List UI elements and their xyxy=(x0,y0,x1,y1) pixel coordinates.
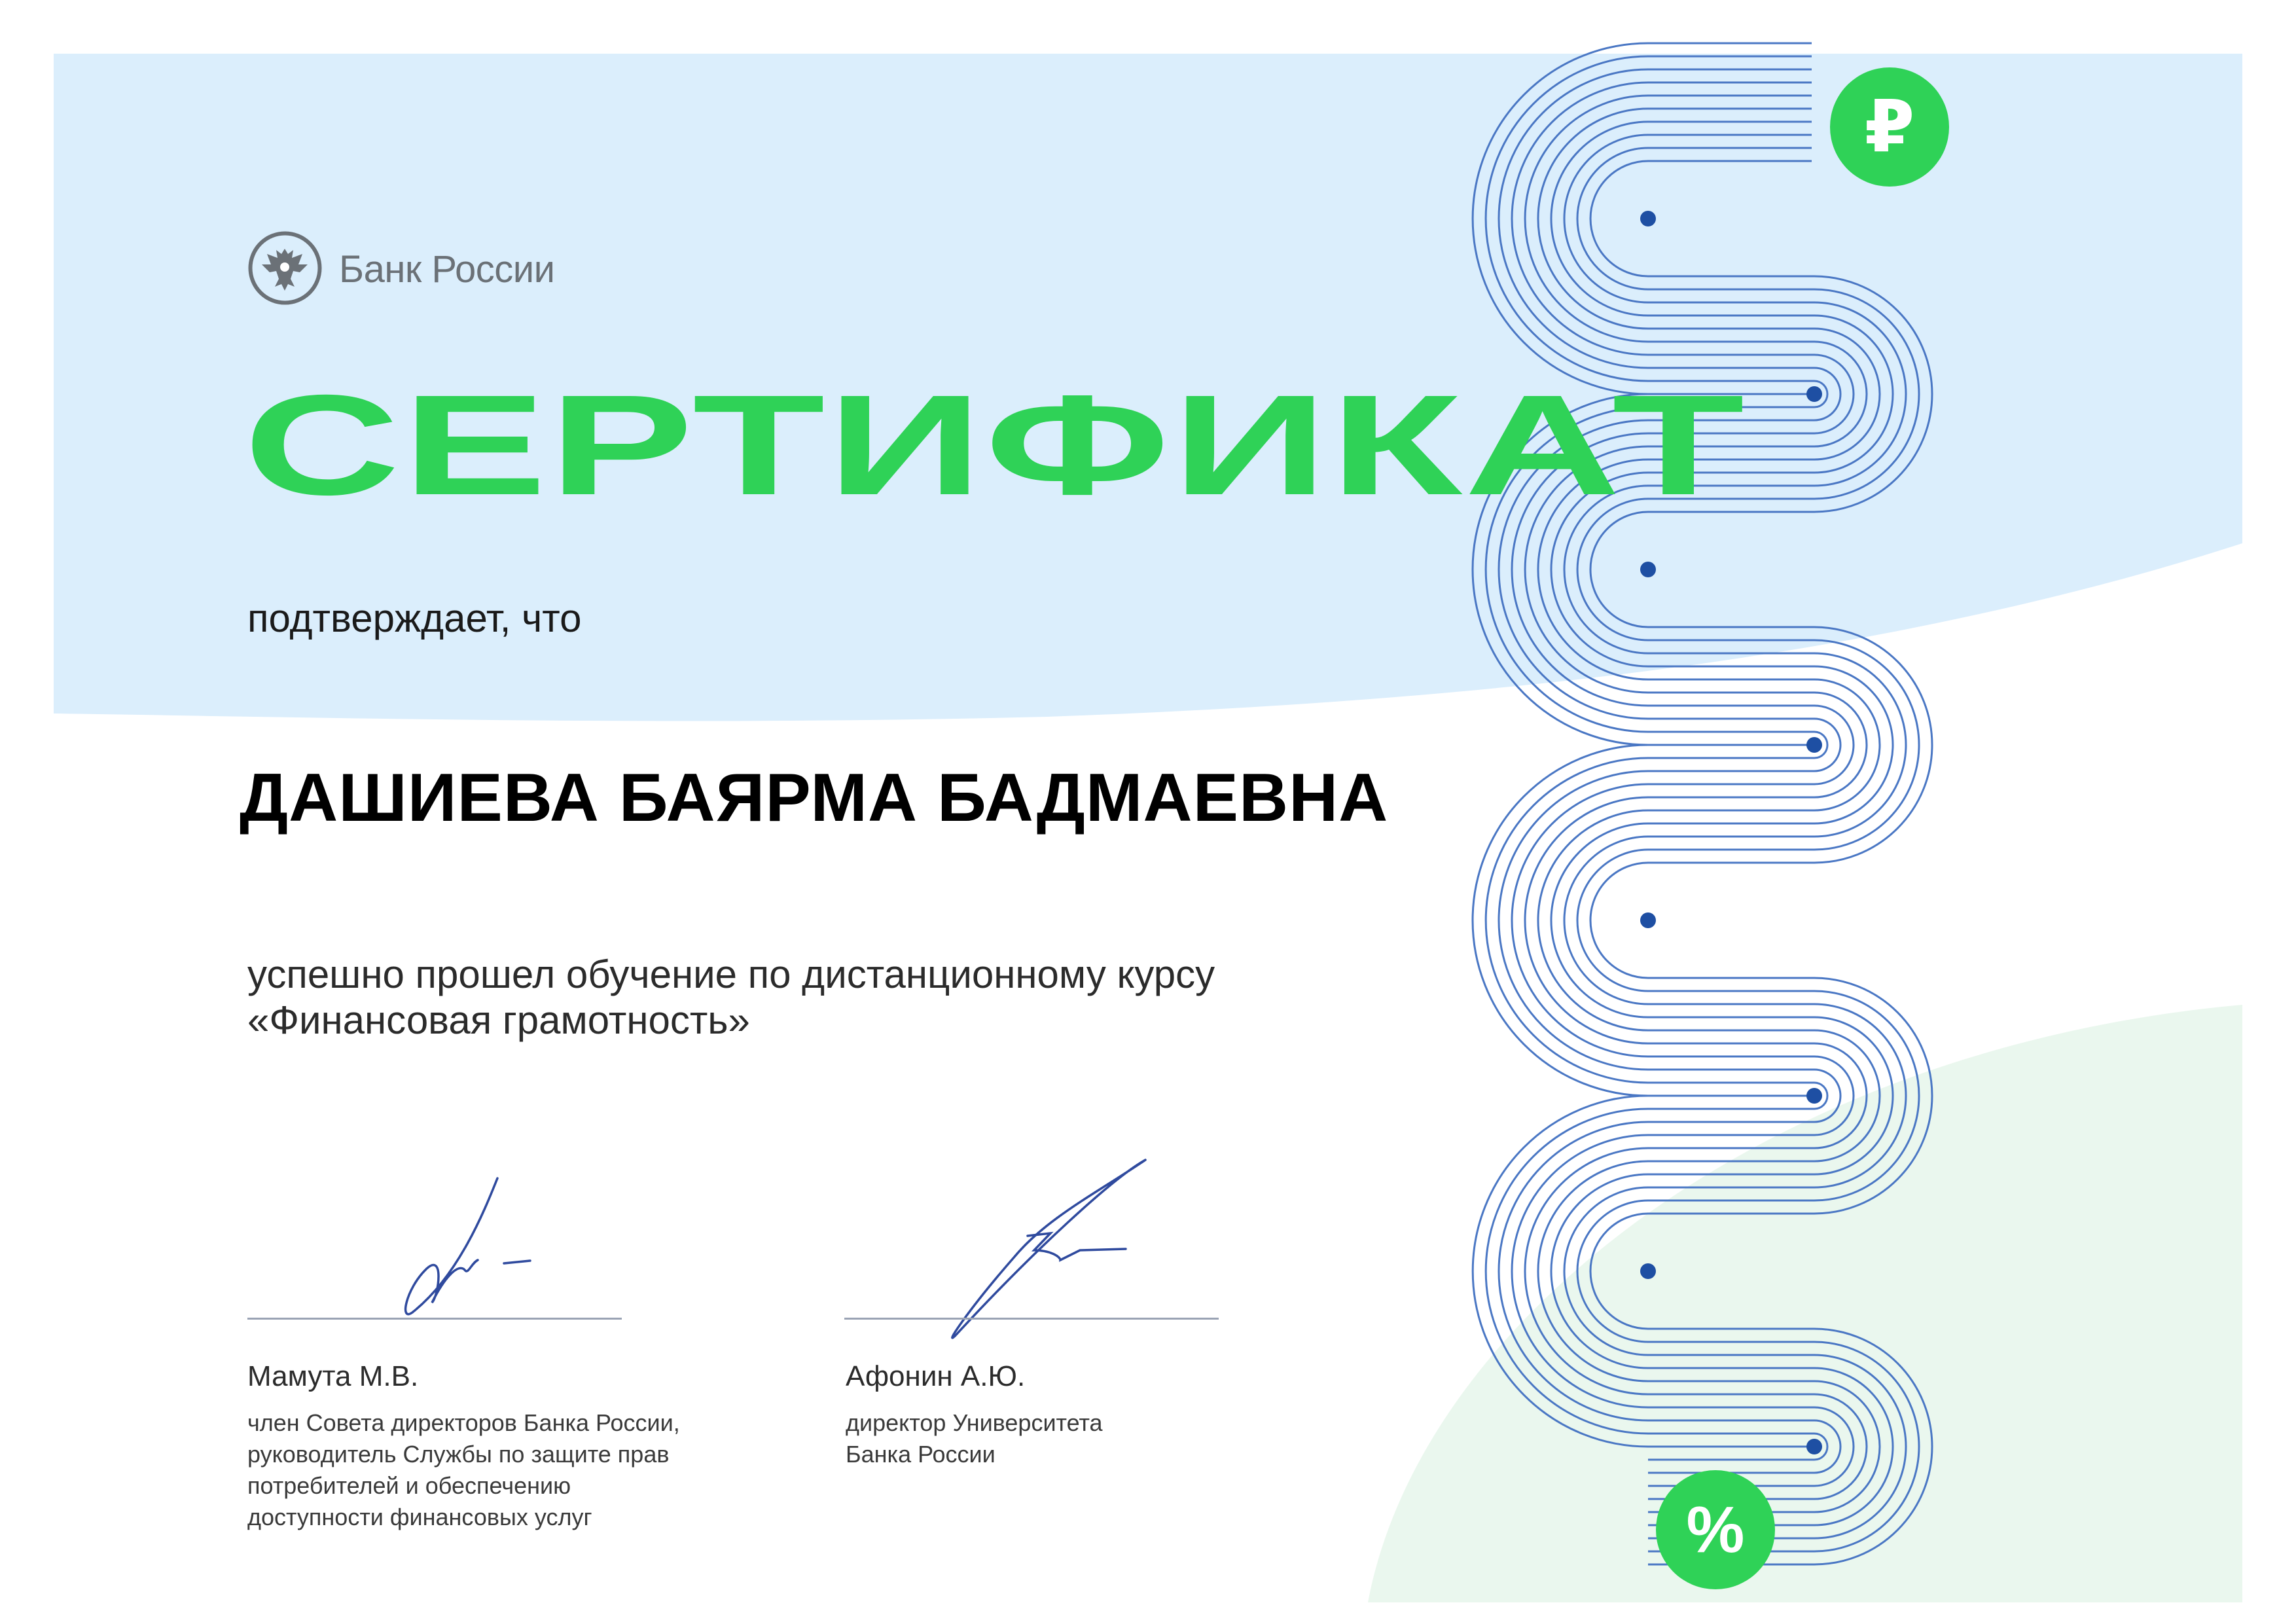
signature-1 xyxy=(386,1172,556,1342)
signatory-2-name: Афонин А.Ю. xyxy=(846,1360,1026,1392)
bank-logo xyxy=(247,230,719,306)
serpentine-dot xyxy=(1640,912,1656,928)
ruble-coin-icon: ₽ xyxy=(1830,67,1949,187)
signature-line-2 xyxy=(844,1318,1219,1320)
serpentine-dot xyxy=(1806,737,1822,753)
confirms-text: подтверждает, что xyxy=(247,596,582,640)
signatory-1-position: руководитель Службы по защите прав xyxy=(247,1441,670,1468)
certificate-title: СЕРТИФИКАТ xyxy=(243,366,1747,525)
signature-line-1 xyxy=(247,1318,622,1320)
serpentine-dot xyxy=(1640,1263,1656,1279)
signatory-1-name: Мамута М.В. xyxy=(247,1360,419,1392)
signatory-1-position: член Совета директоров Банка России, xyxy=(247,1409,680,1436)
signatory-2-position: Банка России xyxy=(846,1441,996,1468)
serpentine-dot xyxy=(1806,1088,1822,1104)
percent-coin-icon: % xyxy=(1656,1470,1775,1589)
signatory-1-position: доступности финансовых услуг xyxy=(247,1504,592,1530)
signatory-1-position: потребителей и обеспечению xyxy=(247,1472,571,1499)
bank-name: Банк России xyxy=(339,248,555,291)
serpentine-dot xyxy=(1806,386,1822,402)
course-name: «Финансовая грамотность» xyxy=(247,998,750,1042)
signatory-2-position: директор Университета xyxy=(846,1409,1103,1436)
serpentine-dot xyxy=(1806,1439,1822,1454)
serpentine-dot xyxy=(1640,562,1656,577)
serpentine-dot xyxy=(1640,211,1656,226)
course-description: успешно прошел обучение по дистанционному курсу xyxy=(247,952,1215,996)
recipient-name: ДАШИЕВА БАЯРМА БАДМАЕВНА xyxy=(240,760,1389,836)
eagle-emblem-icon xyxy=(247,230,323,306)
